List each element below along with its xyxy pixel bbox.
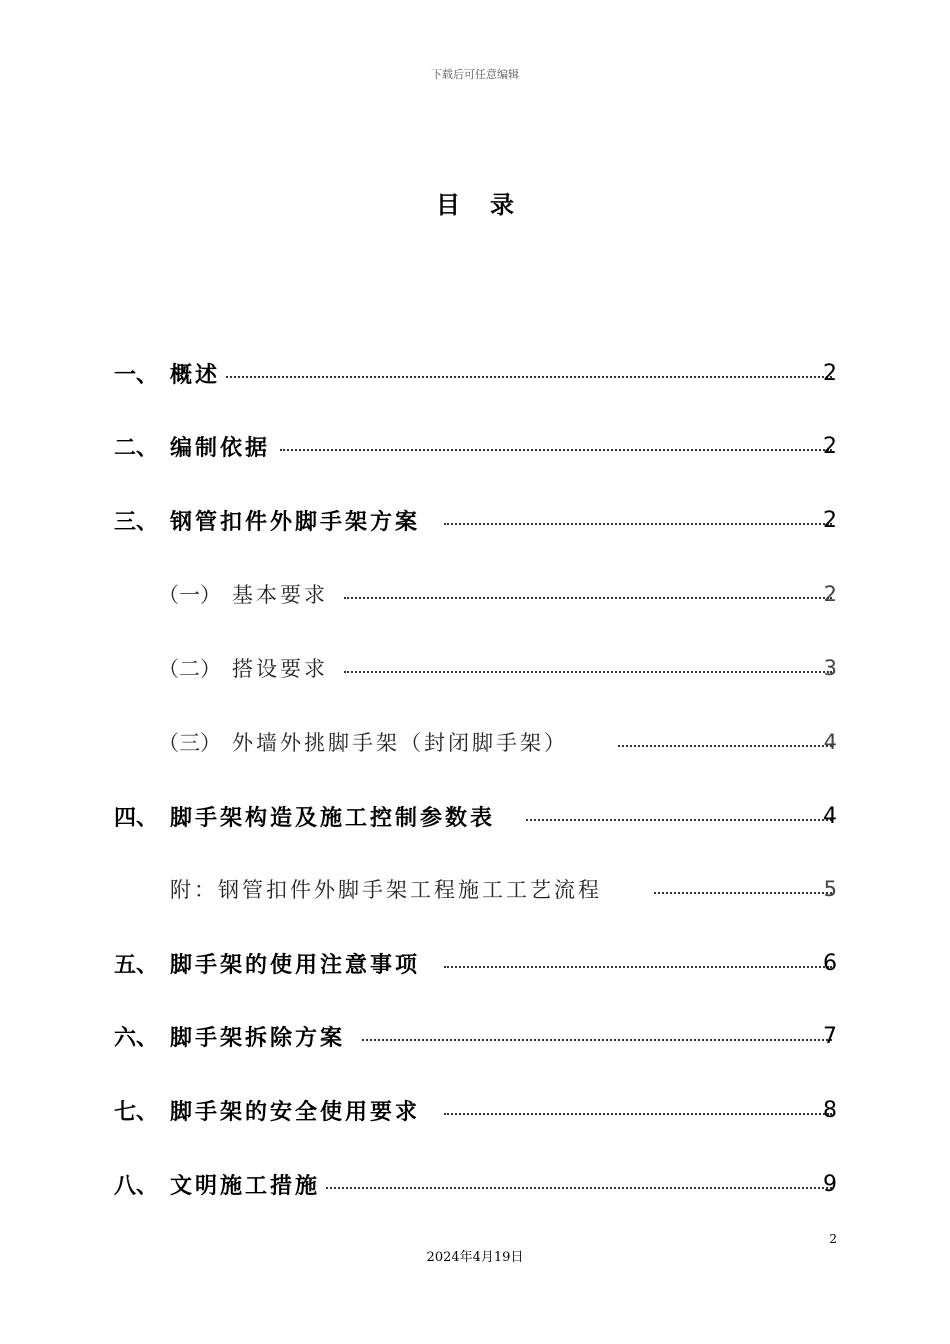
toc-number: （三） [158, 731, 221, 755]
toc-number: 八、 [114, 1173, 159, 1199]
toc-text: 基本要求 [232, 583, 328, 607]
toc-entry-basic-requirements[interactable] [0, 576, 950, 612]
toc-text: 脚手架拆除方案 [170, 1025, 346, 1051]
toc-entry-overview[interactable] [0, 355, 950, 391]
toc-text: 脚手架的使用注意事项 [170, 952, 421, 978]
toc-page: 9 [823, 1171, 837, 1197]
toc-number: 四、 [114, 805, 159, 831]
toc-page: 2 [823, 360, 837, 386]
toc-number: 一、 [114, 362, 159, 388]
toc-entry-cantilever-scaffold[interactable] [0, 724, 950, 760]
toc-entry-civilized-construction[interactable] [0, 1166, 950, 1202]
page-number: 2 [829, 1232, 837, 1246]
toc-leader [526, 819, 832, 821]
toc-text: 脚手架的安全使用要求 [170, 1099, 421, 1125]
toc-entry-dismantling-plan[interactable] [0, 1018, 950, 1054]
toc-entry-parameters-table[interactable] [0, 798, 950, 834]
toc-text: 钢管扣件外脚手架方案 [170, 509, 421, 535]
toc-text: 文明施工措施 [170, 1173, 321, 1199]
toc-page: 7 [823, 1023, 837, 1049]
toc-page: 3 [823, 656, 837, 680]
toc-page: 4 [823, 803, 837, 829]
toc-number: （一） [158, 583, 221, 607]
toc-leader [362, 1039, 832, 1041]
toc-text: 搭设要求 [232, 657, 328, 681]
toc-number: 七、 [114, 1099, 159, 1125]
toc-page: 4 [823, 730, 837, 754]
footer-date: 2024年4月19日 [426, 1250, 524, 1265]
toc-leader [344, 597, 832, 599]
toc-number: 六、 [114, 1025, 159, 1051]
toc-page: 2 [823, 582, 837, 606]
toc-number: 二、 [114, 435, 159, 461]
toc-text: 编制依据 [170, 435, 271, 461]
toc-leader [444, 523, 832, 525]
toc-text: 外墙外挑脚手架（封闭脚手架） [232, 731, 568, 755]
toc-number: （二） [158, 657, 221, 681]
toc-entry-scaffold-plan[interactable] [0, 502, 950, 538]
toc-entry-appendix-process[interactable] [0, 871, 950, 907]
toc-number: 三、 [114, 509, 159, 535]
toc-text: 脚手架构造及施工控制参数表 [170, 805, 496, 831]
toc-leader [444, 966, 832, 968]
toc-page: 2 [823, 507, 837, 533]
toc-leader [654, 892, 832, 894]
document-title: 目录 [436, 191, 544, 219]
toc-leader [280, 449, 832, 451]
toc-page: 2 [823, 433, 837, 459]
toc-entry-safety-requirements[interactable] [0, 1092, 950, 1128]
toc-leader [326, 1187, 832, 1189]
toc-entry-erection-requirements[interactable] [0, 650, 950, 686]
toc-page: 6 [823, 950, 837, 976]
toc-page: 5 [823, 877, 837, 901]
toc-leader [226, 376, 832, 378]
toc-text: 概述 [170, 362, 221, 388]
toc-number: 五、 [114, 952, 159, 978]
toc-leader [618, 745, 832, 747]
toc-entry-basis[interactable] [0, 428, 950, 464]
toc-text: 附：钢管扣件外脚手架工程施工工艺流程 [170, 878, 602, 902]
toc-page: 8 [823, 1097, 837, 1123]
header-note: 下载后可任意编辑 [431, 68, 519, 81]
toc-leader [444, 1113, 832, 1115]
toc-entry-usage-notes[interactable] [0, 945, 950, 981]
toc-leader [344, 671, 832, 673]
